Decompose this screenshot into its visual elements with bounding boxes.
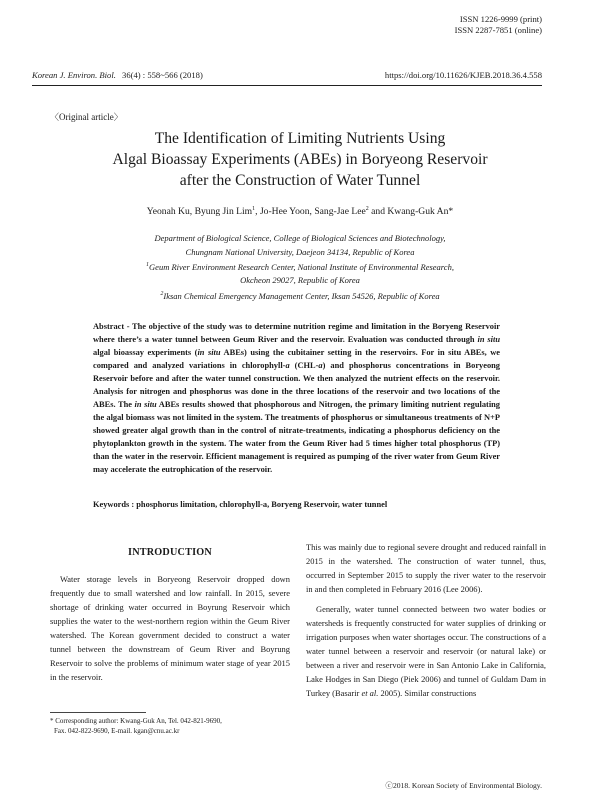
journal-header [32,70,542,80]
abstract-label: Abstract [93,322,125,331]
issn-online: ISSN 2287-7851 (online) [454,25,542,35]
abstract [93,320,500,476]
affil-sup-2: 2 [160,290,164,297]
affiliations [40,232,560,303]
intro-right-p2-text-a: Generally, water tunnel connected between two water bodies or watersheds is frequently constructed for water supplies of drinking or irrigation purposes when water shortages occur. The constructions of a water tunnel between a reservoir and reservoir (or natural lake) or between a river and reservoir were in San Antonio Lake in California, Lake Hodges in San Diego (Piek 2006) and tunnel of Guldam Dam in Turkey (Basarir [306,604,546,698]
author-sup-2: 2 [365,206,369,212]
affil-line-3 [40,259,560,274]
author-list [40,206,560,217]
affil-line-5 [40,288,560,303]
keywords: Keywords : phosphorus limitation, chlorophyll-a, Boryeng Reservoir, water tunnel [93,500,388,509]
abstract-italic-1: in situ [477,335,500,344]
title-line-2: Algal Bioassay Experiments (ABEs) in Boryeong Reservoir [112,151,488,168]
journal-name: Korean J. Environ. Biol. [32,70,116,80]
affil-line-2: Chungnam National University, Daejeon 34134, Republic of Korea [185,246,415,257]
affil-line-5-text: Iksan Chemical Emergency Management Center, Iksan 54526, Republic of Korea [163,290,440,301]
intro-right-p2-text-b: 2005). Similar constructions [378,688,477,698]
abstract-text-2: algal bioassay experiments ( [93,348,198,357]
journal-volume: 36(4) : 558~566 (2018) [122,70,203,80]
footnote-line-2: Fax. 042-822-9690, E-mail. kgan@cnu.ac.kr [54,727,180,735]
issn-print: ISSN 1226-9999 (print) [459,14,542,24]
author-part-1: Yeonah Ku, Byung Jin Lim [146,206,253,218]
author-part-2: , Jo-Hee Yoon, Sang-Jae Lee [255,206,366,218]
intro-left-paragraph: Water storage levels in Boryeong Reservoir dropped down frequently due to small watershed and low rainfall. In 2015, severe shortage of drinking water occurred in Boyrung Reservoir which supplies the water to the west-northern region within the Geum River watershed. The Korean government decided to construct a water tunnel between the downstream of Geum River and Boyrung Reservoir to solve the problems of minimum water stage of year 2015 in the reservoir. [50,574,290,682]
corresponding-author-footnote [50,716,222,736]
intro-right-paragraph-2 [306,602,546,700]
abstract-italic-3: a [285,361,290,370]
journal-citation [32,70,203,80]
abstract-text-5: ) and phosphorus concentrations in Boryeong Reservoir before and after the water tunnel construction. We then analyzed the nutrient effects on the reservoir. Analysis for nitrogen and phosphorus was done in the three locations of the reservoir and two locations of the ABEs. The [93,361,500,409]
affil-sup-1: 1 [146,262,150,268]
abstract-italic-2: in situ [197,348,221,357]
left-column [50,540,290,684]
right-column [306,540,546,700]
author-part-3: and Kwang-Guk An* [368,206,454,218]
title-line-1: The Identification of Limiting Nutrients Using [154,130,446,147]
abstract-text-3: ABEs) using the cubitainer setting in the reservoirs. For in situ ABEs, we compared and analyzed variations in chlorophyll- [93,348,500,370]
abstract-text-6: ABEs results showed that phosphorous and Nitrogen, the primary limiting nutrient regulating the algal biomass was not limited in the system. The treatments of phosphorus or simultaneous treatments of N+P showed greater algal growth than in the control of nitrate-treatments, indicating a phosphorus deficiency on the phytoplankton growth in the system. The water from the Geum River had 5 times higher total phosphorus (TP) than the water in the reservoir. Efficient management is required as pumping of the river water from Geum River may accelerate the eutrophication of the reservoir. [93,400,500,474]
intro-right-paragraph-1: This was mainly due to regional severe drought and reduced rainfall in 2015 in the watershed. The construction of water tunnel, thus, occurred in September 2015 to supply the river water to the reservoir in and then completed in February 2016 (Lee 2006). [306,542,546,594]
abstract-italic-4: a [318,361,323,370]
abstract-italic-5: in situ [134,400,157,409]
title-line-3: after the Construction of Water Tunnel [179,172,421,189]
footnote-rule [50,712,146,713]
footnote-line-1: * Corresponding author: Kwang-Guk An, Tel. 042-821-9690, [50,717,222,725]
header-rule [32,85,542,86]
copyright: ⓒ2018. Korean Society of Environmental Biology. [385,781,542,790]
author-sup-1: 1 [252,206,256,212]
journal-doi[interactable]: https://doi.org/10.11626/KJEB.2018.36.4.558 [384,70,542,80]
issn-block [455,14,542,36]
abstract-text-4: (CHL- [289,361,319,370]
article-type: 〈Original article〉 [50,112,123,122]
affil-line-4: Okcheon 29027, Republic of Korea [240,275,360,286]
abstract-text-1: - The objective of the study was to determine nutrition regime and limitation in the Boryeng Reservoir where there’s a water tunnel between Geum River and the reservoir. Evaluation was conducted through [93,322,500,344]
intro-heading: INTRODUCTION [128,547,212,558]
affil-line-1: Department of Biological Science, College of Biological Sciences and Biotechnology, [154,233,446,243]
paper-title [60,128,540,191]
affil-line-3-text: Geum River Environment Research Center, National Institute of Environmental Research, [149,261,454,272]
intro-right-p2-italic: et al. [361,688,379,698]
